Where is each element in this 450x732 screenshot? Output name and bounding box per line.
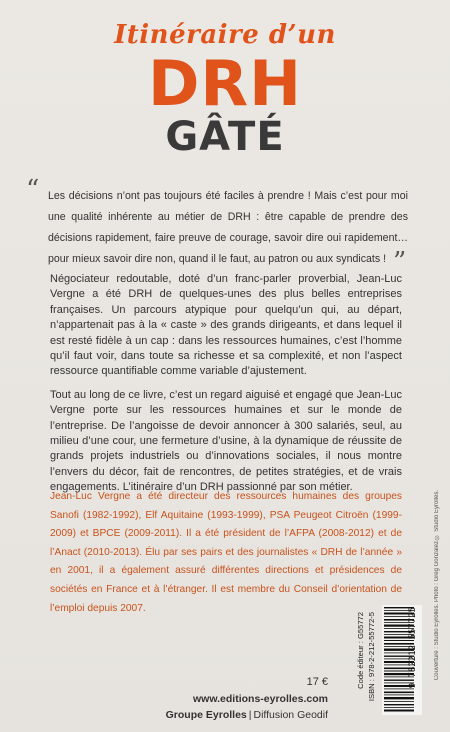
publisher-code: Code éditeur : G55772 [356, 612, 365, 689]
pull-quote-text: Les décisions n’ont pas toujours été faciles à prendre ! Mais c’est pour moi une qualité inhérente au métier de DRH : être capable de prendre des décisions rapidement, faire preuve de courage, savoir dire oui rapidement… pour mieux savoir dire non, quand il le faut, au patron ou aux syndicats ! [48, 190, 408, 265]
publisher-website: www.editions-eyrolles.com [193, 693, 328, 705]
open-quote-mark: “ [26, 175, 40, 205]
synopsis-paragraph-1: Négociateur redoutable, doté d’un franc-parler proverbial, Jean-Luc Vergne a été DRH de quelques-unes des plus belles entreprises françaises. Un parcours atypique pour quelqu’un qui, au départ, n’appartenait pas à la « caste » des grands dirigeants, et dans lequel il est resté fidèle à un cap : dans les ressources humaines, c’est l’homme qu’il faut voir, dans toute sa richesse et sa complexité, et non l’aspect ressource quantifiable comme variable d’ajustement. [50, 273, 402, 378]
distributor-name: Diffusion Geodif [253, 709, 328, 721]
isbn-label: ISBN : 978-2-212-55772-5 [367, 612, 376, 702]
cover-credits: Couverture : Studio Eyrolles. Photo : Greg Gonzalez © Studio Eyrolles. [434, 490, 440, 681]
barcode-digits: 9 782212 557725 [408, 607, 418, 689]
publisher-footer [166, 675, 328, 723]
close-quote-mark: ” [392, 247, 407, 277]
author-bio: Jean-Luc Vergne a été directeur des ressources humaines des groupes Sanofi (1982-1992), Elf Aquitaine (1993-1999), PSA Peugeot Citroën (1999-2009) et BPCE (2009-2011). Il a été président de l’AFPA (2008-2012) et de l’Anact (2010-2013). Élu par ses pairs et des journalistes « DRH de l’année » en 2001, il a également assuré différentes directions et présidences de sociétés en France et à l’étranger. Il est membre du Conseil d’orientation de l’emploi depuis 2007. [50, 491, 402, 614]
price: 17 € [306, 676, 328, 688]
title-block [0, 20, 450, 158]
title-line-1: Itinéraire d’un [114, 20, 336, 50]
publisher-line [166, 707, 328, 723]
synopsis-paragraph-2: Tout au long de ce livre, c’est un regard aiguisé et engagé que Jean-Luc Vergne porte sur les ressources humaines et sur le monde de l’entreprise. De l’angoisse de devoir annoncer à 300 salariés, seul, au milieu d’une cour, une fermeture d’usine, à la dynamique de réussite de grands projets industriels ou d’innovations sociales, il nous montre l’envers du décor, fait de rencontres, de petites stratégies, et de vrais engagements. L’itinéraire d’un DRH passionné par son métier. [50, 388, 402, 494]
separator: | [248, 709, 252, 721]
pull-quote [26, 175, 408, 277]
title-line-2: DRH [147, 47, 303, 120]
barcode-labels [356, 612, 380, 712]
title-line-3: GÂTÉ [165, 114, 285, 160]
synopsis [50, 272, 402, 504]
publisher-name: Groupe Eyrolles [165, 709, 247, 721]
